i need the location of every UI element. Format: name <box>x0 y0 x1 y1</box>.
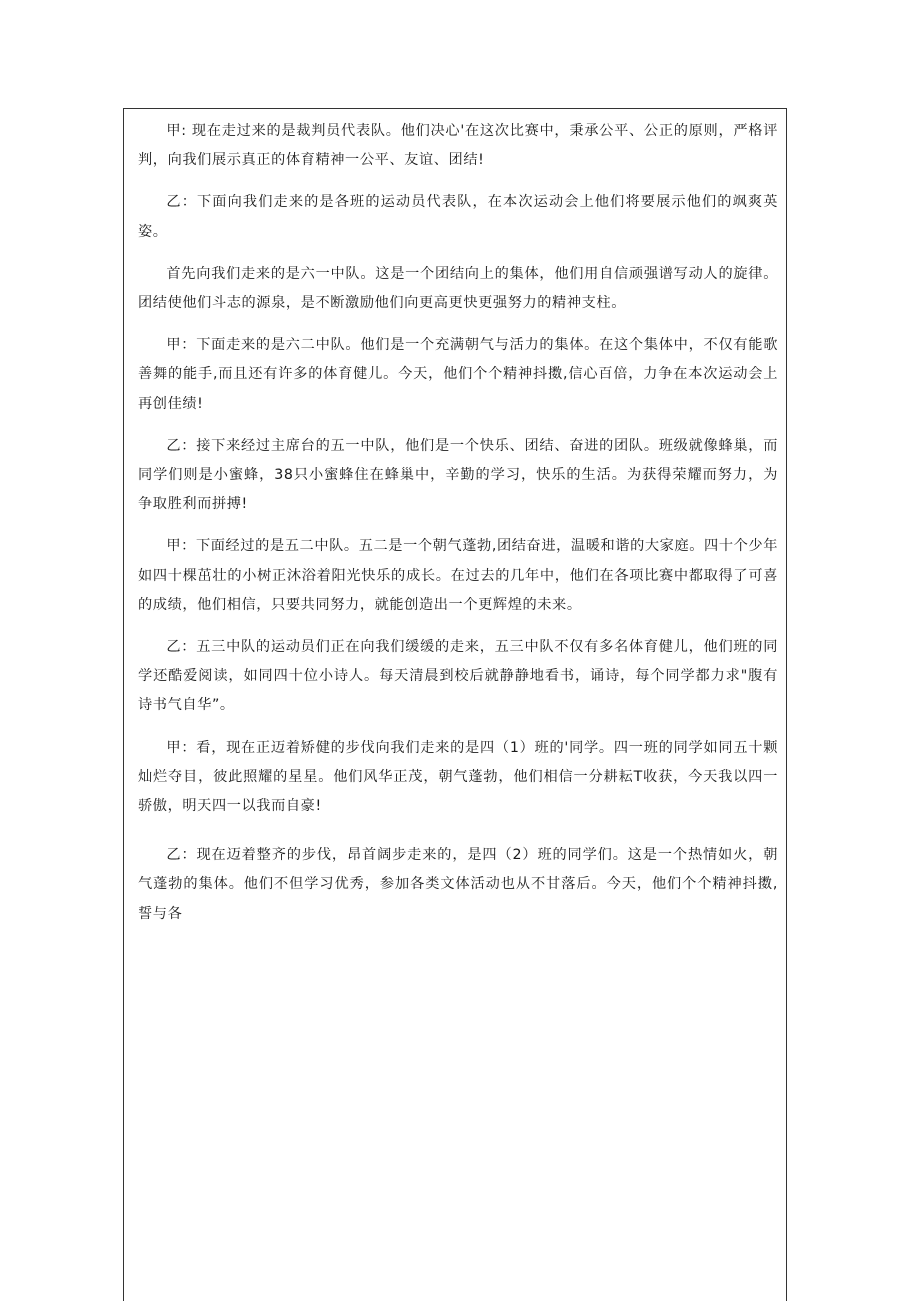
paragraph-athlete-intro: 乙：下面向我们走来的是各班的运动员代表队，在本次运动会上他们将要展示他们的飒爽英姿。 <box>138 194 778 240</box>
paragraph-class-5-1: 乙：接下来经过主席台的五一中队，他们是一个快乐、团结、奋进的团队。班级就像蜂巢，而同学们则是小蜜蜂，38只小蜜蜂住在蜂巢中，辛勤的学习，快乐的生活。为获得荣耀而努力，为争取胜利而拼搏! <box>138 437 778 513</box>
paragraph-class-4-2: 乙：现在迈着整齐的步伐，昂首阔步走来的，是四（2）班的同学们。这是一个热情如火，朝气蓬勃的集体。他们不但学习优秀，参加各类文体活动也从不甘落后。今天，他们个个精神抖擞,誓与各 <box>138 847 778 922</box>
paragraph-referee-team: 甲: 现在走过来的是裁判员代表队。他们决心'在这次比赛中，秉承公平、公正的原则，严格评判，向我们展示真正的体育精神一公平、友谊、团结! <box>138 123 778 169</box>
paragraph-class-5-3: 乙：五三中队的运动员们正在向我们缓缓的走来，五三中队不仅有多名体育健儿，他们班的同学还酷爱阅读，如同四十位小诗人。每天清晨到校后就静静地看书，诵诗，每个同学都力求"腹有诗书气自华”。 <box>138 639 778 714</box>
paragraph-class-4-1: 甲：看，现在正迈着矫健的步伐向我们走来的是四（1）班的'同学。四一班的同学如同五十颗灿烂夺目，彼此照耀的星星。他们风华正茂，朝气蓬勃，他们相信一分耕耘T收获，今天我以四一骄傲，明天四一以我而自豪! <box>138 739 778 815</box>
paragraph-class-5-2: 甲：下面经过的是五二中队。五二是一个朝气蓬勃,团结奋进，温暖和谐的大家庭。四十个少年如四十棵茁壮的小树正沐浴着阳光快乐的成长。在过去的几年中，他们在各项比赛中都取得了可喜的成绩，他们相信，只要共同努力，就能创造出一个更辉煌的未来。 <box>138 538 778 613</box>
document-body <box>138 117 778 942</box>
document-page <box>123 108 787 1301</box>
paragraph-class-6-2: 甲：下面走来的是六二中队。他们是一个充满朝气与活力的集体。在这个集体中，不仅有能歌善舞的能手,而且还有许多的体育健儿。今天，他们个个精神抖擞,信心百倍，力争在本次运动会上再创佳绩! <box>138 337 778 412</box>
paragraph-class-6-1: 首先向我们走来的是六一中队。这是一个团结向上的集体，他们用自信顽强谱写动人的旋律。团结使他们斗志的源泉，是不断激励他们向更高更快更强努力的精神支柱。 <box>138 265 778 312</box>
